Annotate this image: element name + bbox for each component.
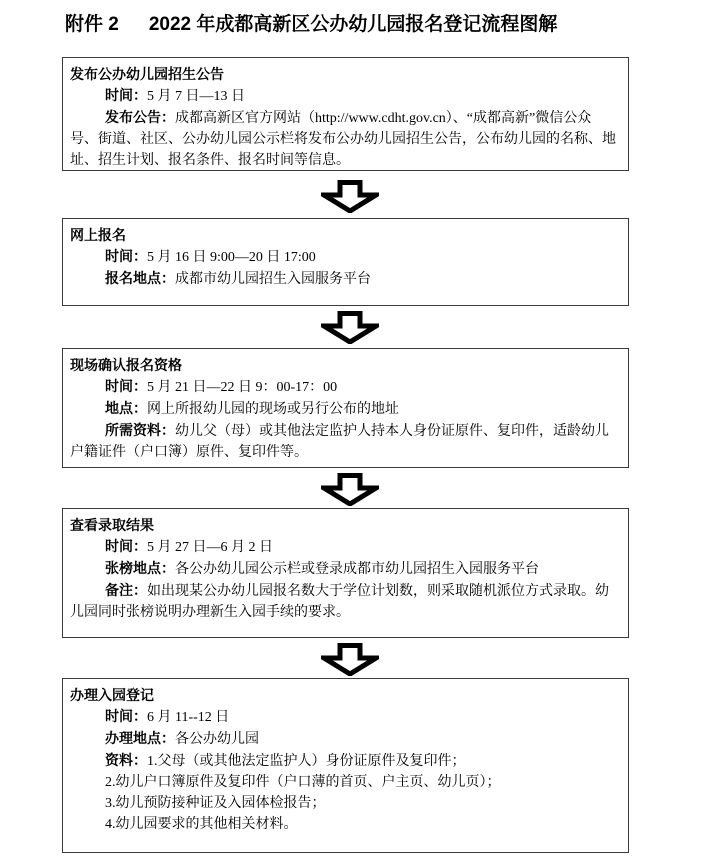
field-value: 5 月 21 日—22 日 9：00-17：00 <box>147 380 338 395</box>
step-line <box>70 246 616 268</box>
step-heading: 现场确认报名资格 <box>70 357 182 373</box>
field-label: 时间： <box>105 378 147 394</box>
field-label: 时间： <box>105 248 147 264</box>
down-block-arrow-icon <box>321 473 379 506</box>
field-value: 各公办幼儿园 <box>175 732 259 747</box>
step-line <box>70 420 616 463</box>
field-value: 4.幼儿园要求的其他相关材料。 <box>105 817 298 832</box>
step-heading: 办理入园登记 <box>70 687 154 703</box>
field-label: 报名地点： <box>105 270 175 286</box>
down-block-arrow-icon <box>321 643 379 676</box>
flow-step-announcement <box>62 57 629 171</box>
field-value: 2.幼儿户口簿原件及复印件（户口薄的首页、户主页、幼儿页）； <box>105 775 501 790</box>
field-label: 时间： <box>105 708 147 724</box>
step-heading: 网上报名 <box>70 227 126 243</box>
step-line <box>70 268 616 290</box>
step-line <box>70 558 616 580</box>
step-line <box>70 536 616 558</box>
field-value: 成都高新区官方网站（http://www.cdht.gov.cn）、“成都高新”微信公众号、街道、社区、公办幼儿园公示栏将发布公办幼儿园招生公告，公布幼儿园的名称、地址、招生计划、报名条件、报名时间等信息。 <box>70 111 616 168</box>
down-block-arrow-icon <box>321 180 379 213</box>
step-line <box>70 728 616 750</box>
field-label: 办理地点： <box>105 730 175 746</box>
flow-step-enrollment-registration <box>62 678 629 853</box>
field-label: 发布公告： <box>105 109 175 125</box>
field-value: 5 月 7 日—13 日 <box>147 89 245 104</box>
step-line <box>70 706 616 728</box>
field-label: 时间： <box>105 87 147 103</box>
field-value: 3.幼儿预防接种证及入园体检报告； <box>105 796 326 811</box>
flow-step-admission-results <box>62 508 629 638</box>
step-line <box>70 814 616 835</box>
field-label: 地点： <box>105 400 147 416</box>
step-line <box>70 580 616 623</box>
step-line <box>70 107 616 171</box>
flow-step-online-registration <box>62 218 629 306</box>
field-value: 成都市幼儿园招生入园服务平台 <box>175 272 371 287</box>
field-label: 备注： <box>105 582 147 598</box>
field-label: 所需资料： <box>105 422 175 438</box>
step-line <box>70 793 616 814</box>
step-line <box>70 398 616 420</box>
field-value: 6 月 11--12 日 <box>147 710 230 725</box>
field-label: 时间： <box>105 538 147 554</box>
page-title <box>65 9 557 36</box>
field-label: 资料： <box>105 752 147 768</box>
field-value: 网上所报幼儿园的现场或另行公布的地址 <box>147 402 399 417</box>
step-line <box>70 750 616 772</box>
title-text: 2022 年成都高新区公办幼儿园报名登记流程图解 <box>148 14 558 35</box>
step-heading: 发布公办幼儿园招生公告 <box>70 66 224 82</box>
flow-step-onsite-confirmation <box>62 348 629 468</box>
step-line <box>70 376 616 398</box>
field-value: 5 月 16 日 9:00—20 日 17:00 <box>147 250 316 265</box>
step-heading: 查看录取结果 <box>70 517 154 533</box>
field-value: 如出现某公办幼儿园报名数大于学位计划数，则采取随机派位方式录取。幼儿园同时张榜说明办理新生入园手续的要求。 <box>70 584 609 620</box>
step-line <box>70 772 616 793</box>
field-value: 幼儿父（母）或其他法定监护人持本人身份证原件、复印件，适龄幼儿户籍证件（户口簿）原件、复印件等。 <box>70 424 609 460</box>
field-value: 5 月 27 日—6 月 2 日 <box>147 540 273 555</box>
field-value: 1.父母（或其他法定监护人）身份证原件及复印件； <box>147 754 466 769</box>
step-line <box>70 85 616 107</box>
field-value: 各公办幼儿园公示栏或登录成都市幼儿园招生入园服务平台 <box>175 562 539 577</box>
down-block-arrow-icon <box>321 311 379 344</box>
field-label: 张榜地点： <box>105 560 175 576</box>
attachment-label: 附件 2 <box>65 14 119 35</box>
